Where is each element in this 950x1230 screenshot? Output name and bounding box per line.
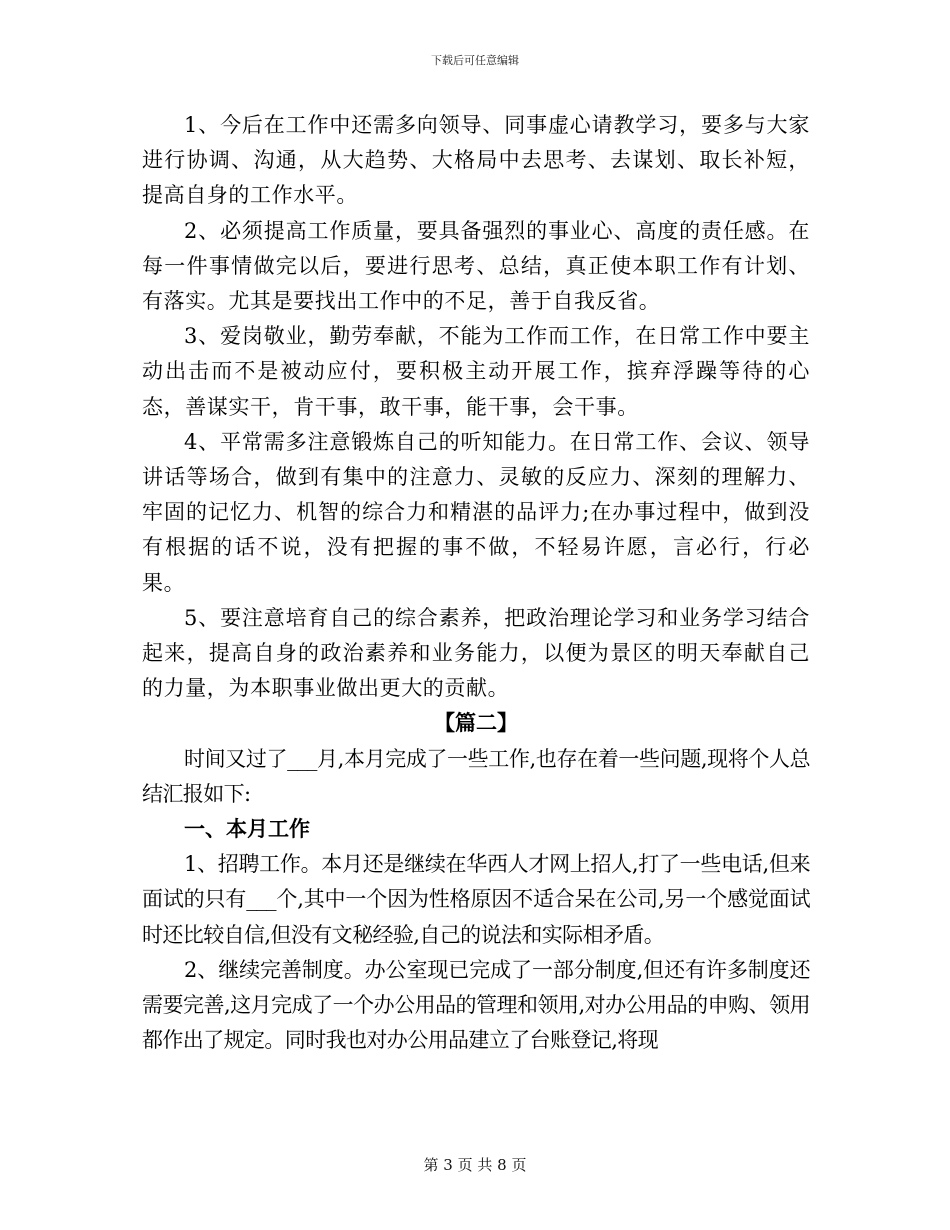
paragraph-2: 2、必须提高工作质量，要具备强烈的事业心、高度的责任感。在每一件事情做完以后，要进行思考、总结，真正使本职工作有计划、有落实。尤其是要找出工作中的不足，善于自我反省。 xyxy=(142,218,810,314)
section-title: 【篇二】 xyxy=(434,711,518,736)
paragraph-5: 5、要注意培育自己的综合素养，把政治理论学习和业务学习结合起来，提高自身的政治素养和业务能力，以便为景区的明天奉献自己的力量，为本职事业做出更大的贡献。 xyxy=(142,605,810,701)
paragraph-4: 4、平常需多注意锻炼自己的听知能力。在日常工作、会议、领导讲话等场合，做到有集中的注意力、灵敏的反应力、深刻的理解力、牢固的记忆力、机智的综合力和精湛的品评力;在办事过程中，做到没有根据的话不说，没有把握的事不做，不轻易许愿，言必行，行必果。 xyxy=(142,429,810,595)
paragraph-1: 1、今后在工作中还需多向领导、同事虚心请教学习，要多与大家进行协调、沟通，从大趋势、大格局中去思考、去谋划、取长补短，提高自身的工作水平。 xyxy=(142,113,810,208)
page-footer: 第 3 页 共 8 页 xyxy=(423,1156,527,1174)
paragraph-system-improvement: 2、继续完善制度。办公室现已完成了一部分制度,但还有许多制度还需要完善,这月完成了一个办公用品的管理和领用,对办公用品的申购、领用都作出了规定。同时我也对办公用品建立了台账登记,将现 xyxy=(142,957,810,1053)
paragraph-recruitment: 1、招聘工作。本月还是继续在华西人才网上招人,打了一些电话,但来面试的只有___个,其中一个因为性格原因不适合呆在公司,另一个感觉面试时还比较自信,但没有文秘经验,自己的说法和实际相矛盾。 xyxy=(142,852,810,947)
document-body xyxy=(142,108,810,1058)
page-header: 下载后可任意编辑 xyxy=(431,54,519,67)
intro-paragraph: 时间又过了___月,本月完成了一些工作,也存在着一些问题,现将个人总结汇报如下: xyxy=(142,746,810,806)
paragraph-3: 3、爱岗敬业，勤劳奉献，不能为工作而工作，在日常工作中要主动出击而不是被动应付，要积极主动开展工作，摈弃浮躁等待的心态，善谋实干，肯干事，敢干事，能干事，会干事。 xyxy=(142,324,810,419)
subheading-monthly-work: 一、本月工作 xyxy=(184,817,310,842)
